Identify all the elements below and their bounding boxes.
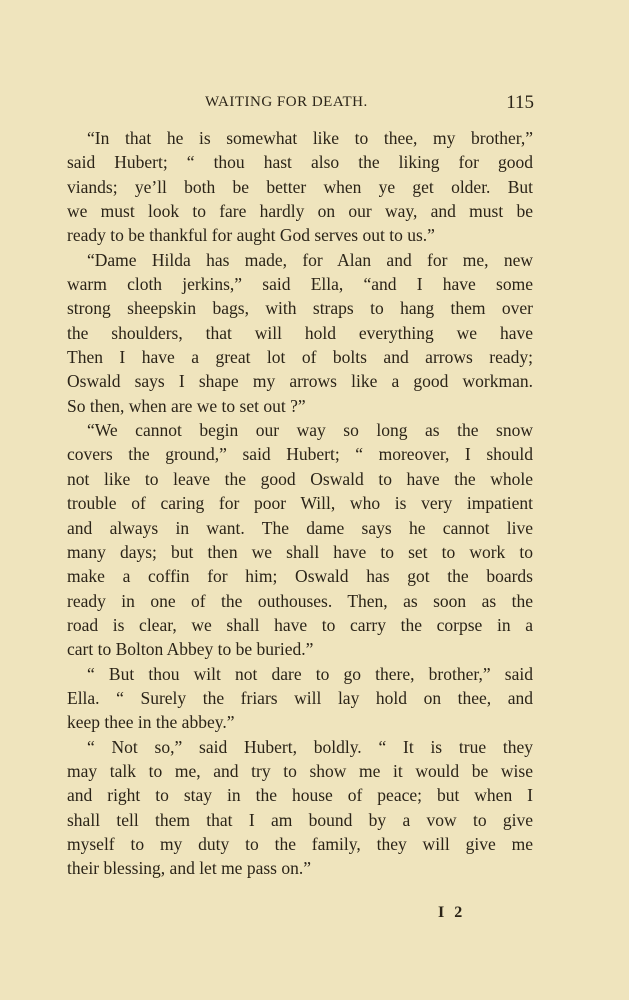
text-line: trouble of caring for poor Will, who is very impatient	[67, 493, 533, 514]
text-line: “In that he is somewhat like to thee, my brother,”	[87, 128, 533, 148]
text-line: viands; ye’ll both be better when ye get older. But	[67, 176, 533, 197]
text-line: we must look to fare hardly on our way, and must be	[67, 201, 533, 222]
text-line: covers the ground,” said Hubert; “ moreover, I should	[67, 444, 533, 465]
text-line: ready in one of the outhouses. Then, as soon as the	[67, 590, 533, 611]
text-line: Ella. “ Surely the friars will lay hold on thee, and	[67, 687, 533, 708]
text-line: “Dame Hilda has made, for Alan and for me, new	[87, 249, 533, 270]
body-text	[67, 126, 533, 881]
text-line: strong sheepskin bags, with straps to hang them over	[67, 298, 533, 319]
text-line: So then, when are we to set out ?”	[67, 395, 306, 416]
text-line: “We cannot begin our way so long as the snow	[87, 420, 533, 441]
text-line: warm cloth jerkins,” said Ella, “and I have some	[67, 274, 533, 295]
text-line: shall tell them that I am bound by a vow to give	[67, 809, 533, 830]
signature-mark: I 2	[438, 904, 466, 921]
text-line: road is clear, we shall have to carry the corpse in a	[67, 614, 533, 635]
text-line: “ But thou wilt not dare to go there, brother,” said	[87, 663, 533, 684]
text-line: may talk to me, and try to show me it would be wise	[67, 760, 533, 781]
text-line: Then I have a great lot of bolts and arrows ready;	[67, 347, 533, 368]
text-line: not like to leave the good Oswald to have the whole	[67, 468, 533, 489]
text-line: ready to be thankful for aught God serves out to us.”	[67, 225, 435, 246]
text-line: the shoulders, that will hold everything we have	[67, 322, 533, 343]
text-line: said Hubert; “ thou hast also the liking for good	[67, 152, 533, 173]
text-line: their blessing, and let me pass on.”	[67, 858, 311, 879]
page-number: 115	[506, 92, 534, 113]
text-line: make a coffin for him; Oswald has got the boards	[67, 566, 533, 587]
text-line: “ Not so,” said Hubert, boldly. “ It is true they	[87, 736, 533, 757]
text-line: keep thee in the abbey.”	[67, 712, 235, 733]
text-line: myself to my duty to the family, they will give me	[67, 833, 533, 854]
text-line: and right to stay in the house of peace; but when I	[67, 785, 533, 806]
text-line: many days; but then we shall have to set to work to	[67, 541, 533, 562]
text-line: and always in want. The dame says he cannot live	[67, 517, 533, 538]
running-title: WAITING FOR DEATH.	[205, 94, 368, 110]
text-line: Oswald says I shape my arrows like a good workman.	[67, 371, 533, 392]
text-line: cart to Bolton Abbey to be buried.”	[67, 639, 314, 660]
running-header	[67, 92, 534, 116]
